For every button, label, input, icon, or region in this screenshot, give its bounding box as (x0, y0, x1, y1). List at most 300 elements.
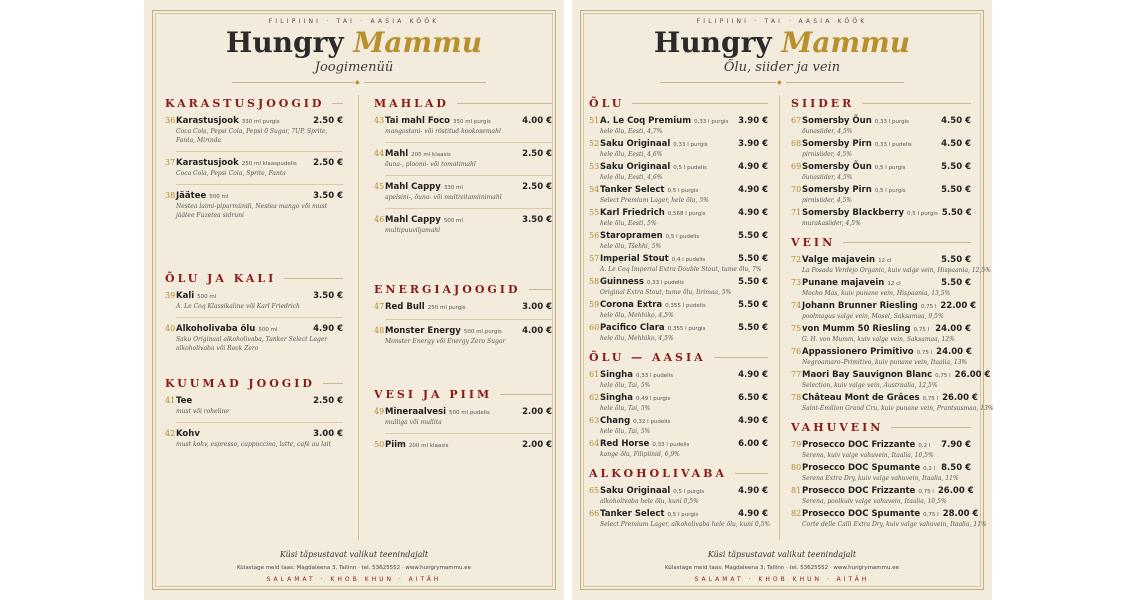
item-name: Tai mahl Foco (385, 116, 451, 126)
item-name: Monster Energy (385, 326, 461, 336)
section-header (374, 281, 552, 297)
item-size: 0,33 l purgis (874, 119, 910, 125)
item-price: 2.50 € (522, 149, 552, 159)
section-header (791, 234, 971, 250)
menu-item-row (589, 207, 768, 219)
item-size: 0,2 l (923, 466, 936, 472)
section-title: ALKOHOLIVABA (589, 466, 728, 480)
item-name: Punane majavein (802, 278, 885, 288)
menu-item-row (791, 346, 971, 358)
item-number: 56 (589, 231, 600, 240)
item-number: 55 (589, 208, 600, 217)
menu-item (589, 415, 768, 436)
item-description: Serena, kuiv valge vahuvein, Itaalia, 10,5% (802, 452, 934, 459)
item-name: Guinness (600, 277, 644, 287)
item-size: 0,33 l pudelis (874, 142, 912, 148)
brand-word-1: Hungry (653, 26, 772, 59)
item-size: 0,75 l (935, 373, 951, 379)
section-rule (332, 103, 343, 104)
brand-word-2: Mammu (353, 26, 483, 59)
menu-item (589, 299, 768, 320)
item-size: 0,5 l purgis (907, 211, 938, 217)
item-divider (176, 317, 343, 318)
item-description: jäätee Fuzetea sidruni (176, 212, 244, 219)
menu-item (374, 301, 552, 313)
item-name: Tee (176, 396, 193, 406)
column-divider (779, 95, 780, 540)
item-description: hele õlu, Mehhiko, 4,5% (600, 312, 674, 319)
item-size: 0,5 l purgis (667, 512, 699, 518)
item-price: 5.50 € (941, 278, 971, 288)
item-description: Corte delle Calli Extra Dry, kuiv valge vahuvein, Itaalia, 11% (802, 521, 987, 528)
item-name: Corona Extra (600, 300, 663, 310)
brand-word-1: Hungry (225, 26, 344, 59)
menu-item (791, 161, 971, 182)
item-name: Kohv (176, 429, 200, 439)
item-description: õuna-, ploomi- või tomatimahl (385, 161, 476, 168)
item-description: A. Le Coq Klassikaline või Karl Friedrich (176, 303, 300, 310)
item-name: Mahl Cappy (385, 215, 441, 225)
menu-item (165, 395, 343, 416)
menu-item (791, 254, 991, 275)
item-size: 0,33 l pudelis (635, 373, 674, 379)
menu-column (589, 95, 771, 531)
menu-item-row (589, 392, 768, 404)
footer-note: Küsi täpsustavat valikut teenindajalt (279, 550, 429, 559)
item-price: 2.50 € (313, 396, 343, 406)
menu-item (589, 115, 768, 136)
cuisine-kicker: FILIPIINI · TAI · AASIA KÖÖK (268, 18, 440, 25)
item-description: Coca Cola, Pepsi Cola, Pepsi 0 Sugar, 7UP, Sprite, (176, 128, 328, 135)
menu-item (589, 322, 768, 343)
item-name: Somersby Pirn (802, 185, 872, 195)
menu-item-row (589, 138, 768, 150)
item-number: 81 (791, 486, 802, 495)
item-number: 48 (374, 326, 385, 335)
item-size: 250 ml purgis (427, 305, 466, 311)
item-description: Select Premium Lager, alkoholivaba hele õlu, kuni 0,5% (600, 521, 771, 528)
menu-item (589, 161, 768, 182)
section-header (374, 386, 552, 402)
menu-item (374, 406, 552, 427)
section-rule (457, 103, 552, 104)
item-price: 4.90 € (738, 185, 768, 195)
section-rule (284, 278, 343, 279)
item-name: Prosecco DOC Frizzante (802, 440, 916, 450)
section-title: KUUMAD JOOGID (165, 376, 315, 390)
item-description: hele õlu, Eesti, 4,6% (600, 174, 663, 181)
item-number: 79 (791, 440, 802, 449)
item-number: 57 (589, 254, 600, 263)
section-header (165, 95, 343, 111)
menu-item (791, 462, 971, 483)
ornament-diamond-icon: ◆ (355, 79, 360, 86)
item-number: 44 (374, 149, 385, 158)
item-description: Mocho Más, kuiv punane vein, Hispaania, 13,5% (802, 290, 951, 297)
menu-item-row (589, 438, 768, 450)
item-description: Monster Energy või Energy Zero Sugar (385, 338, 506, 345)
menu-item (589, 138, 768, 159)
item-description: must või roheline (176, 408, 229, 415)
item-description: G. H. von Mumm, kuiv valge vein, Saksamaa, 12% (802, 336, 955, 343)
item-description: Saint-Émilion Grand Cru, kuiv punane vein, Prantsusmaa, 13% (802, 405, 994, 412)
item-price: 4.90 € (313, 324, 343, 334)
menu-item-row (791, 115, 971, 127)
menu-item (791, 323, 971, 344)
item-size: 0,2 l (918, 443, 931, 449)
menu-item (791, 300, 977, 321)
section-header (165, 270, 343, 286)
menu-item-row (374, 301, 552, 313)
item-price: 2.50 € (313, 158, 343, 168)
item-size: 0,568 l purgis (667, 211, 706, 217)
item-price: 3.00 € (313, 429, 343, 439)
item-number: 62 (589, 393, 600, 402)
item-description: Fanta, Mirinda (176, 137, 222, 144)
item-description: Serena, poolkuiv valge vahuvein, Itaalia, 10,5% (802, 498, 947, 505)
menu-item-row (165, 290, 343, 302)
item-name: Mineraalvesi (385, 407, 447, 417)
item-size: 0,75 l (923, 512, 939, 518)
item-number: 74 (791, 301, 802, 310)
item-number: 71 (791, 208, 802, 217)
section-title: SIIDER (791, 96, 855, 110)
menu-item (374, 439, 552, 451)
item-number: 45 (374, 182, 385, 191)
item-name: Appassionero Primitivo (802, 347, 914, 357)
item-size: 330 ml purgis (241, 119, 280, 125)
item-description: A. Le Coq Imperial Extra Double Stout, tume õlu, 7% (600, 266, 762, 273)
footer-thanks: SALAMAT · KHOB KHUN · AITÄH (266, 576, 442, 583)
item-price: 3.50 € (313, 291, 343, 301)
menu-item (791, 184, 971, 205)
item-price: 4.90 € (738, 509, 768, 519)
menu-item (589, 392, 768, 413)
item-name: Maori Bay Sauvignon Blanc (802, 370, 933, 380)
menu-item (589, 485, 768, 506)
item-number: 47 (374, 302, 385, 311)
item-price: 6.50 € (738, 393, 768, 403)
item-number: 39 (165, 291, 176, 300)
item-size: 0,5 l purgis (667, 188, 699, 194)
item-description: Nestea laimi-piparmündi, Nestea mango või must (176, 203, 328, 210)
item-description: hele õlu, Tai, 5% (600, 382, 651, 389)
item-size: 0,33 l pudelis (652, 442, 690, 448)
item-number: 54 (589, 185, 600, 194)
item-name: Pacifico Clara (600, 323, 665, 333)
menu-item-row (589, 415, 768, 427)
menu-item-row (589, 276, 768, 288)
section-rule (714, 357, 768, 358)
menu-item-row (589, 184, 768, 196)
section-title: VAHUVEIN (791, 420, 884, 434)
item-price: 2.50 € (313, 116, 343, 126)
item-price: 22.00 € (940, 301, 977, 311)
item-price: 5.50 € (738, 323, 768, 333)
item-name: Prosecco DOC Spumante (802, 463, 921, 473)
item-size: 0,355 l purgis (667, 326, 706, 332)
item-number: 49 (374, 407, 385, 416)
item-number: 76 (791, 347, 802, 356)
menu-column (165, 95, 343, 455)
item-price: 5.50 € (941, 162, 971, 172)
item-price: 5.50 € (941, 185, 971, 195)
item-number: 72 (791, 255, 802, 264)
item-number: 43 (374, 116, 385, 125)
item-name: Saku Originaal (600, 162, 671, 172)
item-name: Jäätee (176, 191, 207, 201)
menu-item-row (165, 323, 343, 335)
menu-item-row (791, 138, 971, 150)
item-description: mulliga või mullita (385, 419, 442, 426)
menu-item-row (374, 439, 552, 451)
menu-item-row (165, 428, 343, 440)
item-price: 3.90 € (738, 139, 768, 149)
section-title: ÕLU — AASIA (589, 350, 706, 364)
item-price: 24.00 € (936, 347, 972, 357)
menu-item-row (791, 323, 971, 335)
item-description: La Posada Verdejo Organic, kuiv valge vein, Hispaania, 12,5% (802, 267, 991, 274)
menu-item-row (589, 508, 768, 520)
item-name: Red Horse (600, 439, 650, 449)
section-rule (500, 394, 552, 395)
item-number: 73 (791, 278, 802, 287)
item-number: 42 (165, 429, 176, 438)
item-price: 2.00 € (522, 407, 552, 417)
item-description: Coca Cola, Pepsi Cola, Sprite, Fanta (176, 170, 286, 177)
item-description: Select Premium Lager, hele õlu, 5% (600, 197, 709, 204)
item-number: 77 (791, 370, 802, 379)
item-price: 4.90 € (738, 208, 768, 218)
item-number: 70 (791, 185, 802, 194)
section-header (589, 95, 768, 111)
menu-item (589, 207, 768, 228)
item-number: 40 (165, 324, 176, 333)
item-size: 0,4 l pudelis (671, 257, 706, 263)
menu-item (589, 369, 768, 390)
item-divider (385, 319, 552, 320)
item-description: hele õlu, Eesti, 5% (600, 220, 657, 227)
item-name: Mahl Cappy (385, 182, 441, 192)
item-name: Tanker Select (600, 185, 665, 195)
menu-item (165, 115, 343, 145)
item-size: 0,5 l purgis (874, 188, 906, 194)
item-price: 4.90 € (738, 162, 768, 172)
item-price: 3.50 € (313, 191, 343, 201)
item-price: 5.50 € (738, 254, 768, 264)
menu-item (791, 392, 994, 413)
menu-item-row (165, 190, 343, 202)
menu-item-row (589, 161, 768, 173)
item-size: 12 cl (878, 258, 892, 264)
item-size: 0,75 l (916, 350, 933, 356)
item-description: apelsini-, õuna- või multivitamiinimahl (385, 194, 502, 201)
section-header (374, 95, 552, 111)
item-price: 5.50 € (941, 208, 972, 218)
item-size: 250 ml klaaspudelis (241, 161, 297, 167)
item-divider (385, 175, 552, 176)
item-name: Red Bull (385, 302, 425, 312)
section-rule (529, 289, 553, 290)
item-price: 26.00 € (954, 370, 991, 380)
brand-title (144, 26, 564, 60)
item-size: 200 ml klaasis (411, 152, 451, 158)
item-size: 200 ml klaasis (408, 443, 449, 449)
item-number: 51 (589, 116, 600, 125)
item-price: 26.00 € (937, 486, 974, 496)
item-size: 12 cl (887, 281, 901, 287)
item-name: Somersby Õun (802, 162, 872, 172)
item-description: Saku Originaal alkoholivaba, Tanker Select Lager (176, 336, 328, 343)
section-title: ENERGIAJOOGID (374, 282, 521, 296)
item-description: Selection, kuiv valge vein, Austraalia, 12,5% (802, 382, 938, 389)
item-size: 0,32 l pudelis (633, 419, 671, 425)
section-header (589, 349, 768, 365)
item-number: 59 (589, 300, 600, 309)
menu-item-row (165, 115, 343, 127)
section-title: ÕLU JA KALI (165, 271, 277, 285)
item-price: 3.50 € (522, 215, 552, 225)
item-size: 0,49 l purgis (635, 396, 671, 402)
item-price: 5.50 € (738, 277, 768, 287)
footer-note: Küsi täpsustavat valikut teenindajalt (707, 550, 857, 559)
item-price: 6.00 € (738, 439, 768, 449)
section-rule (632, 103, 768, 104)
item-name: Imperial Stout (600, 254, 669, 264)
menu-item (374, 214, 552, 235)
item-size: 350 ml purgis (453, 119, 491, 125)
menu-item-row (589, 485, 768, 497)
item-description: kange õlu, Filipiinid, 6,9% (600, 451, 680, 458)
item-description: alkoholivaba hele õlu, kuni 0,5% (600, 498, 699, 505)
menu-item-row (374, 325, 552, 337)
item-size: 0,5 l purgis (874, 165, 906, 171)
item-name: Singha (600, 370, 633, 380)
item-name: von Mumm 50 Riesling (802, 324, 911, 334)
menu-item (589, 230, 768, 251)
item-number: 67 (791, 116, 802, 125)
menu-item (374, 181, 552, 202)
ornament-line (364, 82, 486, 83)
menu-item-row (791, 207, 971, 219)
item-price: 8.50 € (941, 463, 971, 473)
item-description: pirnisiider, 4,5% (802, 197, 852, 204)
section-rule (843, 242, 971, 243)
menu-item (165, 157, 343, 178)
item-name: Chang (600, 416, 631, 426)
item-size: 500 ml pudelis (449, 410, 490, 416)
item-name: Karastusjook (176, 116, 239, 126)
item-description: hele õlu, Mehhiko, 4,5% (600, 335, 674, 342)
item-number: 50 (374, 440, 385, 449)
footer-address: Külastage meid taas: Magdaleena 3, Tallinn · tel. 53625552 · www.hungrymammu.ee (664, 565, 900, 571)
item-size: 500 ml (209, 194, 229, 200)
menu-item-row (589, 299, 768, 311)
brand-title (572, 26, 992, 60)
section-title: MAHLAD (374, 96, 449, 110)
item-number: 46 (374, 215, 385, 224)
menu-item (791, 138, 971, 159)
item-price: 4.90 € (738, 416, 768, 426)
item-size: 500 ml (258, 327, 278, 333)
menu-item (589, 184, 768, 205)
menu-item-row (165, 157, 343, 169)
item-size: 0,5 l pudelis (673, 165, 707, 171)
section-title: ÕLU (589, 96, 625, 110)
item-description: hele õlu, Eesti, 4,6% (600, 151, 663, 158)
item-price: 24.00 € (935, 324, 971, 334)
section-rule (862, 103, 971, 104)
menu-item (374, 325, 552, 346)
item-number: 66 (589, 509, 600, 518)
item-description: murakasiider, 4,5% (802, 220, 861, 227)
menu-item (589, 276, 768, 297)
item-price: 2.00 € (522, 440, 552, 450)
item-description: hele õlu, Tai, 5% (600, 405, 651, 412)
menu-item (791, 277, 971, 298)
item-size: 500 ml purgis (463, 329, 502, 335)
menu-item (165, 290, 343, 311)
section-title: VEIN (791, 235, 836, 249)
page-subtitle: Joogimenüü (314, 60, 394, 75)
menu-item (791, 439, 971, 460)
menu-item (589, 508, 771, 529)
footer-address: Külastage meid taas: Magdaleena 3, Tallinn · tel. 53625552 · www.hungrymammu.ee (236, 565, 472, 571)
menu-item-row (374, 214, 552, 226)
menu-item-row (589, 115, 768, 127)
item-price: 4.90 € (738, 486, 768, 496)
item-description: Original Extra Stout, tume õlu, Iirimaa, 5% (600, 289, 732, 296)
menu-item (791, 346, 971, 367)
footer-thanks: SALAMAT · KHOB KHUN · AITÄH (694, 576, 870, 583)
menu-item-row (589, 253, 768, 265)
item-size: 0,33 l purgis (673, 142, 708, 148)
item-size: 0,75 l (922, 396, 939, 402)
item-size: 0,33 l purgis (694, 119, 729, 125)
brand-word-2: Mammu (781, 26, 911, 59)
item-size: 500 ml (443, 218, 463, 224)
item-size: 0,5 l purgis (673, 489, 705, 495)
item-number: 64 (589, 439, 600, 448)
menu-item-row (791, 184, 971, 196)
item-description: alkoholivaba või Rock Zero (176, 345, 259, 352)
item-description: must kohv, espresso, cappuccino, latte, café au lait (176, 441, 331, 448)
item-name: Somersby Õun (802, 116, 872, 126)
item-name: Johann Brunner Riesling (802, 301, 918, 311)
menu-column (374, 95, 552, 457)
item-number: 69 (791, 162, 802, 171)
menu-item-row (791, 300, 977, 312)
item-price: 5.50 € (941, 255, 971, 265)
item-size: 330 ml (443, 185, 463, 191)
page-subtitle: Õlu, siider ja vein (723, 60, 841, 75)
item-name: Prosecco DOC Frizzante (802, 486, 916, 496)
section-header (589, 465, 768, 481)
item-description: hele õlu, Tai, 5% (600, 428, 651, 435)
item-size: 0,75 l (918, 489, 934, 495)
menu-item (589, 438, 768, 459)
menu-item (791, 369, 991, 390)
item-price: 26.00 € (942, 393, 978, 403)
item-description: poolmagus valge vein, Mosel, Saksamaa, 9,5% (802, 313, 944, 320)
item-number: 53 (589, 162, 600, 171)
item-description: õunasiider, 4,5% (802, 174, 853, 181)
item-price: 5.50 € (738, 300, 768, 310)
item-name: Château Mont de Grâces (802, 393, 920, 403)
item-name: Somersby Blackberry (802, 208, 905, 218)
menu-item-row (374, 115, 552, 127)
menu-item (165, 190, 343, 220)
